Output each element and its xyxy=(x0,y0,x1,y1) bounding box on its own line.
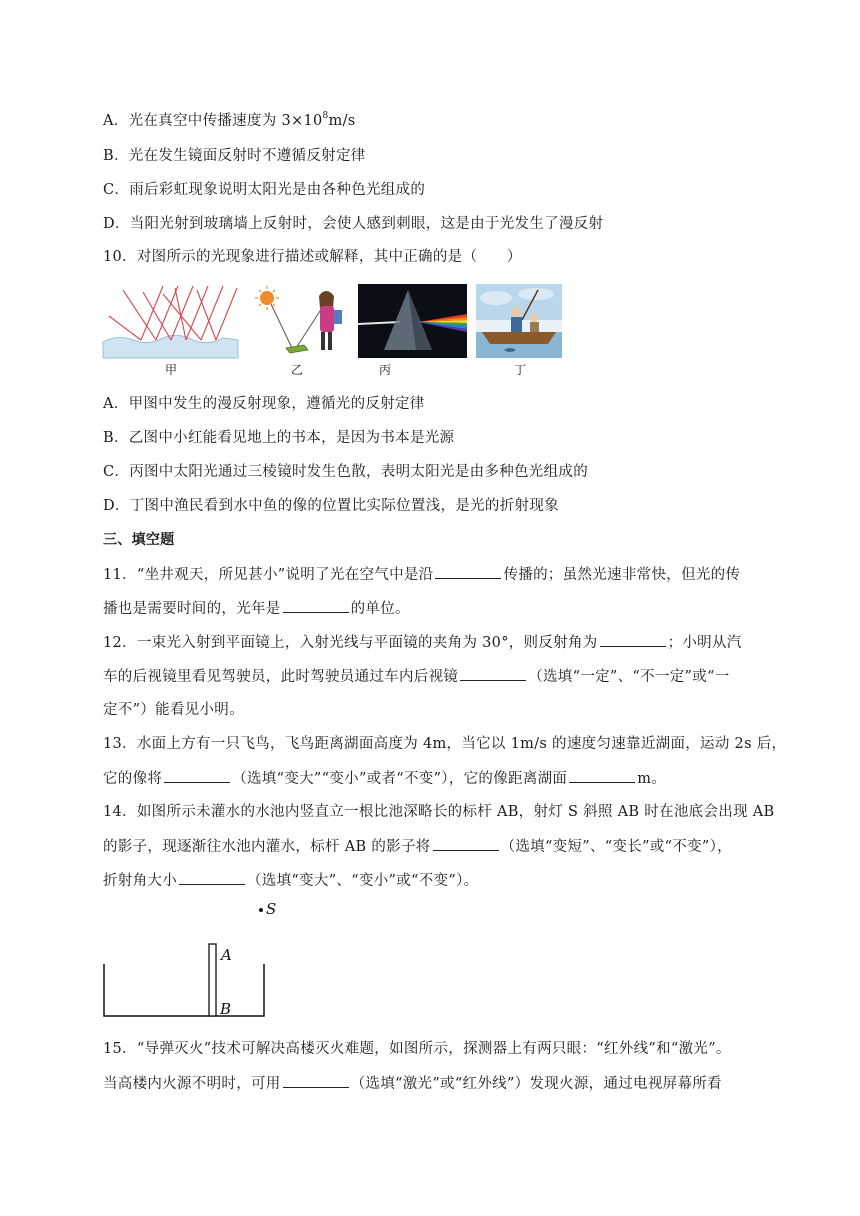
q10-option-a: A．甲图中发生的漫反射现象，遵循光的反射定律 xyxy=(103,396,425,412)
q9-option-b: B．光在发生镜面反射时不遵循反射定律 xyxy=(103,148,366,164)
lamp-s-dot xyxy=(259,908,263,912)
q10-option-b: B．乙图中小红能看见地上的书本，是因为书本是光源 xyxy=(103,430,455,446)
pool-outline xyxy=(104,964,264,1016)
q12-line-2: 车的后视镜里看见驾驶员，此时驾驶员通过车内后视镜 （选填“一定”、“不一定”或“一 xyxy=(103,666,730,687)
prism-dispersion-figure xyxy=(358,284,467,358)
girl-book-figure xyxy=(250,284,345,358)
label-s: S xyxy=(266,900,277,918)
answer-blank xyxy=(164,768,230,783)
q10-stem: 10．对图所示的光现象进行描述或解释，其中正确的是（ ） xyxy=(103,249,522,265)
q15-line-1: 15．“导弹灭火”技术可解决高楼灭火难题，如图所示，探测器上有两只眼：“红外线”和“激光”。 xyxy=(103,1041,731,1057)
q10-option-d: D．丁图中渔民看到水中鱼的像的位置比实际位置浅，是光的折射现象 xyxy=(103,498,559,514)
answer-blank xyxy=(283,598,349,613)
q13-line-1: 13．水面上方有一只飞鸟，飞鸟距离湖面高度为 4m，当它以 1m/s 的速度匀速靠近湖面，运动 2s 后， xyxy=(103,736,787,752)
caption-ding: 丁 xyxy=(514,363,527,377)
answer-blank xyxy=(460,666,526,681)
pool-pole-diagram xyxy=(100,898,277,1020)
answer-blank xyxy=(283,1073,349,1088)
caption-bing: 丙 xyxy=(379,363,392,377)
answer-blank xyxy=(179,870,245,885)
answer-blank xyxy=(569,768,635,783)
q9-option-a: A．光在真空中传播速度为 $3\times 10^8m/s$ xyxy=(103,111,356,129)
section-title: 三、填空题 xyxy=(103,532,175,548)
label-a: A xyxy=(221,946,232,964)
q9-option-c: C．雨后彩虹现象说明太阳光是由各种色光组成的 xyxy=(103,182,426,198)
q12-line-1: 12．一束光入射到平面镜上，入射光线与平面镜的夹角为 30°，则反射角为 ；小明从汽 xyxy=(103,632,742,653)
caption-yi: 乙 xyxy=(291,363,304,377)
q11-line-1: 11．“坐井观天，所见甚小”说明了光在空气中是沿 传播的；虽然光速非常快，但光的传 xyxy=(103,564,740,585)
q13-line-2: 它的像将 （选填“变大”“变小”或者“不变”），它的像距离湖面 m。 xyxy=(103,768,666,789)
caption-jia: 甲 xyxy=(165,363,178,377)
answer-blank xyxy=(600,632,666,647)
q11-line-2: 播也是需要时间的，光年是 的单位。 xyxy=(103,598,410,619)
q9-option-d: D．当阳光射到玻璃墙上反射时，会使人感到刺眼，这是由于光发生了漫反射 xyxy=(103,216,604,232)
q12-line-3: 定不”）能看见小明。 xyxy=(103,702,244,718)
q14-line-1: 14．如图所示未灌水的水池内竖直立一根比池深略长的标杆 AB，射灯 S 斜照 AB 时在池底会出现 AB xyxy=(103,804,775,820)
q10-option-c: C．丙图中太阳光通过三棱镜时发生色散，表明太阳光是由多种色光组成的 xyxy=(103,464,588,480)
pole-ab xyxy=(209,944,216,1016)
q15-line-2: 当高楼内火源不明时，可用 （选填“激光”或“红外线”）发现火源，通过电视屏幕所看 xyxy=(103,1073,722,1094)
label-b: B xyxy=(220,1000,232,1018)
diffuse-reflection-figure xyxy=(103,284,238,358)
q14-line-3: 折射角大小 （选填“变大”、“变小”或“不变”）。 xyxy=(103,870,478,891)
answer-blank xyxy=(435,564,501,579)
answer-blank xyxy=(433,836,499,851)
q14-line-2: 的影子，现逐渐往水池内灌水，标杆 AB 的影子将 （选填“变短”、“变长”或“不变”）， xyxy=(103,836,732,857)
fisherman-figure xyxy=(476,284,562,358)
